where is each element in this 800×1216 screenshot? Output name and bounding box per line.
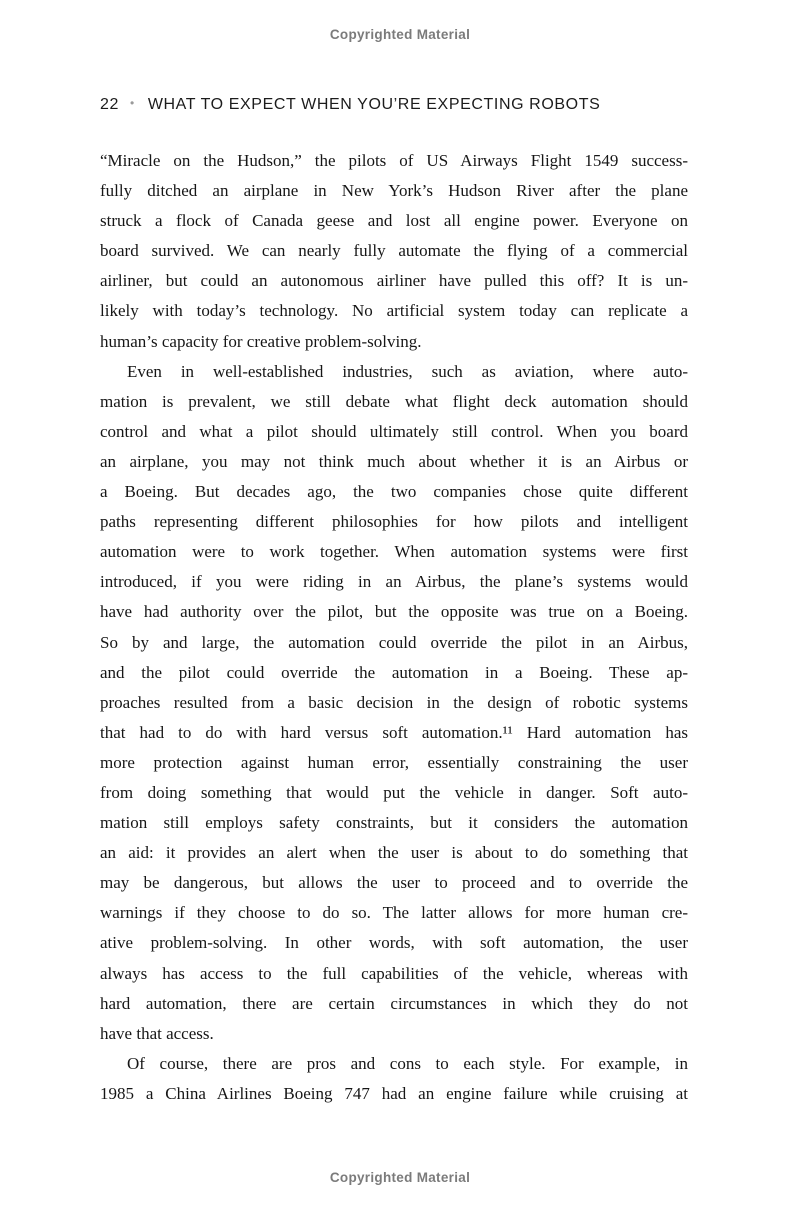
text-line: “Miracle on the Hudson,” the pilots of US Airways Flight 1549 success-: [100, 151, 688, 170]
text-line: 1985 a China Airlines Boeing 747 had an engine failure while cruising at: [100, 1083, 688, 1103]
bullet-separator-icon: •: [130, 96, 135, 110]
text-line: likely with today’s technology. No artificial system today can replicate a: [100, 301, 688, 321]
text-line: hard automation, there are certain circumstances in which they do not: [100, 993, 688, 1013]
text-line: from doing something that would put the vehicle in danger. Soft auto-: [100, 782, 688, 802]
text-line: may be dangerous, but allows the user to proceed and to override the: [100, 873, 688, 893]
text-line: human’s capacity for creative problem-solving.: [100, 331, 422, 351]
text-line: fully ditched an airplane in New York’s Hudson River after the plane: [100, 181, 688, 201]
text-line: have that access.: [100, 1023, 214, 1043]
text-line: warnings if they choose to do so. The latter allows for more human cre-: [100, 903, 688, 923]
text-line: control and what a pilot should ultimately still control. When you board: [100, 421, 688, 441]
text-line: proaches resulted from a basic decision in the design of robotic systems: [100, 692, 688, 712]
text-line: mation still employs safety constraints, but it considers the automation: [100, 813, 688, 833]
page-body-text: [100, 146, 688, 1109]
copyright-notice-bottom: Copyrighted Material: [329, 1170, 471, 1185]
text-line: Of course, there are pros and cons to each style. For example, in: [127, 1053, 688, 1073]
text-line: that had to do with hard versus soft automation.¹¹ Hard automation has: [100, 722, 688, 742]
text-line: a Boeing. But decades ago, the two companies chose quite different: [100, 482, 688, 502]
text-line: airliner, but could an autonomous airliner have pulled this off? It is un-: [100, 271, 688, 291]
text-line: an aid: it provides an alert when the user is about to do something that: [100, 843, 688, 863]
text-line: more protection against human error, essentially constraining the user: [100, 752, 688, 772]
text-line: introduced, if you were riding in an Airbus, the plane’s systems would: [100, 572, 688, 592]
text-line: always has access to the full capabilities of the vehicle, whereas with: [100, 963, 688, 983]
text-line: paths representing different philosophies for how pilots and intelligent: [100, 512, 688, 532]
text-line: an airplane, you may not think much about whether it is an Airbus or: [100, 451, 688, 471]
copyright-notice-top: Copyrighted Material: [329, 27, 471, 42]
text-line: So by and large, the automation could override the pilot in an Airbus,: [100, 632, 688, 652]
page-header: [100, 96, 688, 114]
text-line: board survived. We can nearly fully automate the flying of a commercial: [100, 241, 688, 261]
text-line: automation were to work together. When automation systems were first: [100, 542, 688, 562]
text-line: have had authority over the pilot, but the opposite was true on a Boeing.: [100, 602, 688, 622]
page-number: 22: [100, 96, 119, 113]
text-line: Even in well-established industries, such as aviation, where auto-: [127, 361, 688, 381]
text-line: ative problem-solving. In other words, with soft automation, the user: [100, 933, 688, 953]
running-title: WHAT TO EXPECT WHEN YOU’RE EXPECTING ROBOTS: [147, 96, 601, 113]
text-line: mation is prevalent, we still debate what flight deck automation should: [100, 391, 688, 411]
text-line: and the pilot could override the automation in a Boeing. These ap-: [100, 662, 688, 682]
text-line: struck a flock of Canada geese and lost all engine power. Everyone on: [100, 211, 688, 231]
